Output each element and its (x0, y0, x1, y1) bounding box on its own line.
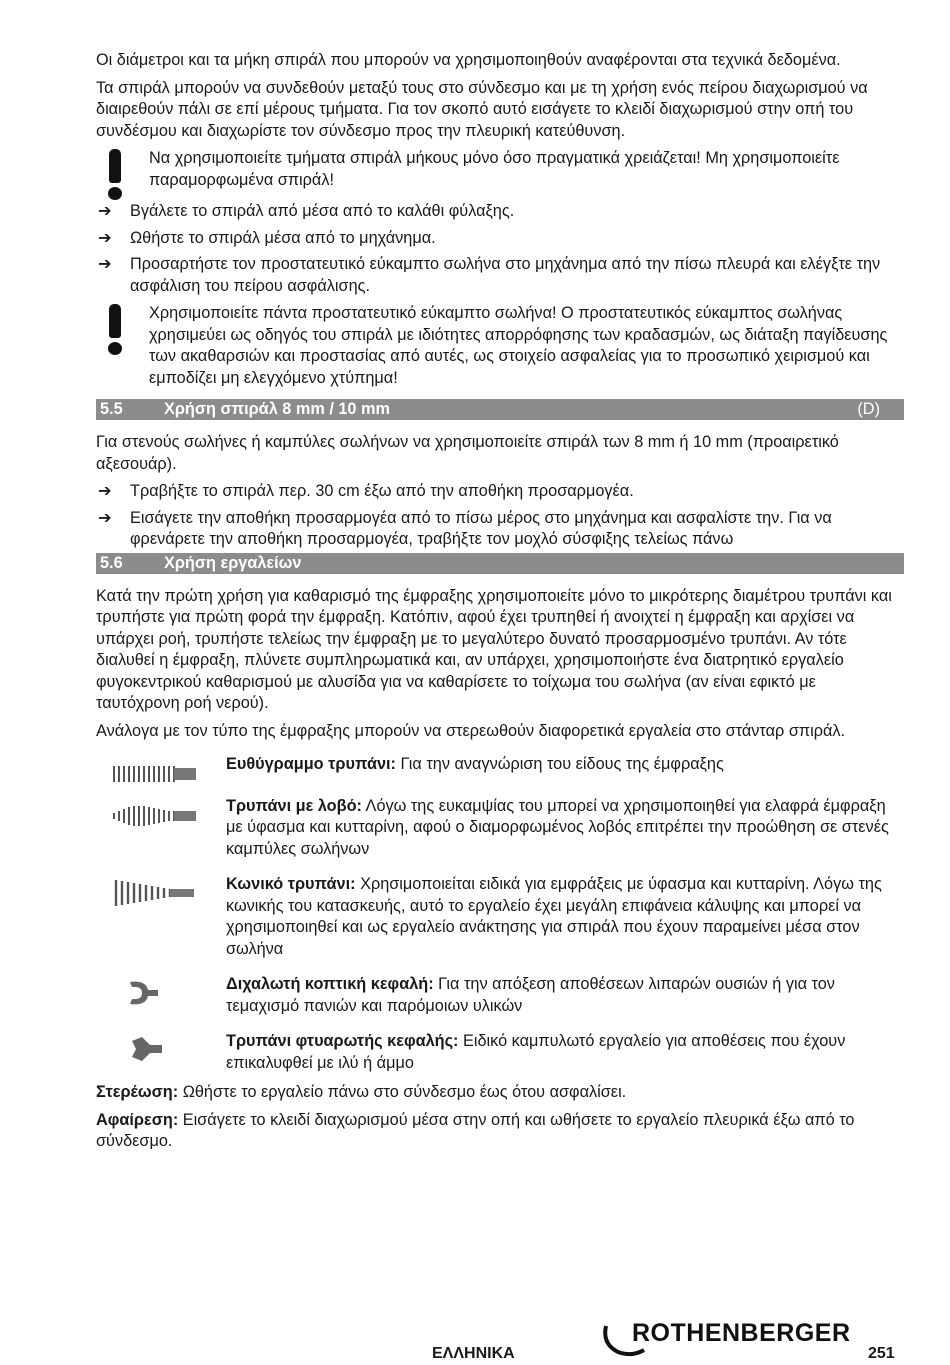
tool-description: Λόγω της ευκαμψίας του μπορεί να χρησιμοποιηθεί για ελαφρά έμφραξη με ύφασμα και κυτταρίνη, αφού ο διαμορφωμένος λοβός επιτρέπει την προώθηση σε στενές καμπύλες σωλήνων (226, 796, 889, 858)
arrow-right-icon: ➔ (98, 228, 112, 247)
attach-text: Ωθήστε το εργαλείο πάνω στο σύνδεσμο έως ότου ασφαλίσει. (178, 1083, 627, 1101)
step-text: Τραβήξτε το σπιράλ περ. 30 cm έξω από την αποθήκη προσαρμογέα. (130, 482, 634, 500)
section-number: 5.5 (100, 400, 123, 418)
footer-language: ΕΛΛΗΝΙΚΑ (432, 1345, 515, 1362)
step-item (96, 508, 904, 551)
remove-label: Αφαίρεση: (96, 1110, 179, 1129)
tool-description: Ειδικό καμπυλωτό εργαλείο για αποθέσεις που έχουν επικαλυφθεί με ιλύ ή άμμο (226, 1032, 846, 1072)
warning-block-1 (96, 148, 904, 191)
page-number: 251 (868, 1345, 895, 1362)
intro-paragraph-2: Τα σπιράλ μπορούν να συνδεθούν μεταξύ τους στο σύνδεσμο και με τη χρήση ενός πείρου διαχωρισμού να διαιρεθούν πάλι σε επί μέρους τμήματα. Για τον σκοπό αυτό εισάγετε το κλειδί διαχωρισμού στην οπή του συνδέσμου και διαχωρίστε τον σύνδεσμο προς την πλευρική κατεύθυνση. (96, 78, 868, 140)
section-title: Χρήση εργαλείων (164, 553, 302, 572)
tool-item (96, 974, 904, 1017)
section-tag: (D) (857, 400, 880, 418)
tool-description: Για την απόξεση αποθέσεων λιπαρών ουσιών ή για τον τεμαχισμό πανιών και παρόμοιων υλικών (226, 975, 835, 1015)
tool-item (96, 796, 904, 861)
section-5-5-text: Για στενούς σωλήνες ή καμπύλες σωλήνων να χρησιμοποιείτε σπιράλ των 8 mm ή 10 mm (προαιρετικό αξεσουάρ). (96, 433, 839, 473)
step-text: Προσαρτήστε τον προστατευτικό εύκαμπτο σωλήνα στο μηχάνημα από την πίσω πλευρά και ελέγξτε την ασφάλιση του πείρου ασφάλισης. (130, 255, 881, 295)
step-item (96, 254, 904, 297)
tool-name: Κωνικό τρυπάνι: (226, 875, 356, 893)
tool-name: Τρυπάνι φτυαρωτής κεφαλής: (226, 1032, 459, 1050)
tool-name: Τρυπάνι με λοβό: (226, 796, 362, 815)
step-item (96, 201, 904, 223)
section-heading-5-6 (96, 553, 904, 574)
arrow-right-icon: ➔ (98, 508, 112, 527)
bulb-auger-icon (110, 800, 202, 830)
document-body (96, 50, 904, 1159)
brand-logo-text: ROTHENBERGER (632, 1319, 851, 1347)
tool-name: Διχαλωτή κοπτική κεφαλή: (226, 975, 434, 993)
arrow-right-icon: ➔ (98, 202, 112, 220)
attach-label: Στερέωση: (96, 1083, 179, 1101)
exclamation-icon (108, 149, 122, 199)
tool-description: Χρησιμοποιείται ειδικά για εμφράξεις με ύφασμα και κυτταρίνη. Λόγω της κωνικής του κατασκευής, αυτό το εργαλείο έχει μεγάλη επιφάνεια κάλυψης και μπορεί να χρησιμοποιηθεί και ως εργαλείο ανάκτησης για σπιράλ που έχουν παραμείνει μέσα στον σωλήνα (226, 875, 882, 958)
spade-cutter-icon (110, 1035, 202, 1065)
attach-instruction (96, 1082, 904, 1104)
arrow-right-icon: ➔ (98, 255, 112, 273)
remove-text: Εισάγετε το κλειδί διαχωρισμού μέσα στην οπή και ωθήσετε το εργαλείο πλευρικά έξω από το σύνδεσμο. (96, 1110, 855, 1150)
exclamation-icon (108, 304, 122, 354)
section-5-6-text-2: Ανάλογα με τον τύπο της έμφραξης μπορούν να στερεωθούν διαφορετικά εργαλεία στο στάνταρ σπιράλ. (96, 721, 846, 740)
conical-auger-icon (110, 878, 202, 908)
section-heading-5-5 (96, 399, 904, 420)
section-title: Χρήση σπιράλ 8 mm / 10 mm (164, 400, 390, 418)
arrow-right-icon: ➔ (98, 482, 112, 500)
section-number: 5.6 (100, 553, 123, 572)
warning-block-2 (96, 303, 904, 389)
section-5-6-text-1: Κατά την πρώτη χρήση για καθαρισμό της έμφραξης χρησιμοποιείτε μόνο το μικρότερης διαμέτρου τρυπάνι και τρυπήστε για πρώτη φορά την έμφραξη. Κατόπιν, αφού έχει τρυπηθεί ή ανοιχτεί η έμφραξη και αρχίσει να υπάρχει ροή, τρυπήστε τελείως την έμφραξη με το μεγαλύτερο δυνατό προσαρμοσμένο τρυπάνι. Αν τότε διαλυθεί η έμφραξη, πλύνετε συμπληρωματικά και, αν υπάρχει, χρησιμοποιήστε ένα διατρητικό εργαλείο φυγοκεντρικού καθαρισμού με αλυσίδα για να καθαρίσετε το τοίχωμα του σωλήνα (αν είναι εφικτό με ταυτόχρονη ροή νερού). (96, 586, 892, 712)
forked-cutter-icon (110, 978, 202, 1008)
intro-paragraph-1: Οι διάμετροι και τα μήκη σπιράλ που μπορούν να χρησιμοποιηθούν αναφέρονται στα τεχνικά δεδομένα. (96, 51, 841, 69)
step-item (96, 228, 904, 250)
remove-instruction (96, 1110, 904, 1153)
tool-description: Για την αναγνώριση του είδους της έμφραξης (395, 755, 724, 773)
step-text: Βγάλετε το σπιράλ από μέσα από το καλάθι φύλαξης. (130, 202, 515, 220)
tool-item (96, 754, 904, 776)
step-text: Ωθήστε το σπιράλ μέσα από το μηχάνημα. (130, 228, 436, 247)
step-text: Εισάγετε την αποθήκη προσαρμογέα από το πίσω μέρος στο μηχάνημα και ασφαλίστε την. Για να φρενάρετε την αποθήκη προσαρμογέα, τραβήξτε τον μοχλό σύσφιξης τελείως πάνω (130, 508, 832, 548)
straight-auger-icon (110, 758, 202, 788)
warning-text-2: Χρησιμοποιείτε πάντα προστατευτικό εύκαμπτο σωλήνα! Ο προστατευτικός εύκαμπτος σωλήνας χρησιμεύει ως οδηγός του σπιράλ με ιδιότητες απορρόφησης των κραδασμών, ως διάταξη παγίδευσης των ακαθαρσιών και προστασίας από αυτές, ως στοιχείο ασφαλείας για το προσωπικό χειρισμού και εμποδίζει μη ελεγχόμενο χτύπημα! (149, 304, 888, 387)
step-item (96, 481, 904, 503)
tool-item (96, 874, 904, 960)
tool-item (96, 1031, 904, 1074)
warning-text-1: Να χρησιμοποιείτε τμήματα σπιράλ μήκους μόνο όσο πραγματικά χρειάζεται! Μη χρησιμοποιείτε παραμορφωμένα σπιράλ! (149, 149, 840, 189)
tool-name: Ευθύγραμμο τρυπάνι: (226, 755, 396, 773)
